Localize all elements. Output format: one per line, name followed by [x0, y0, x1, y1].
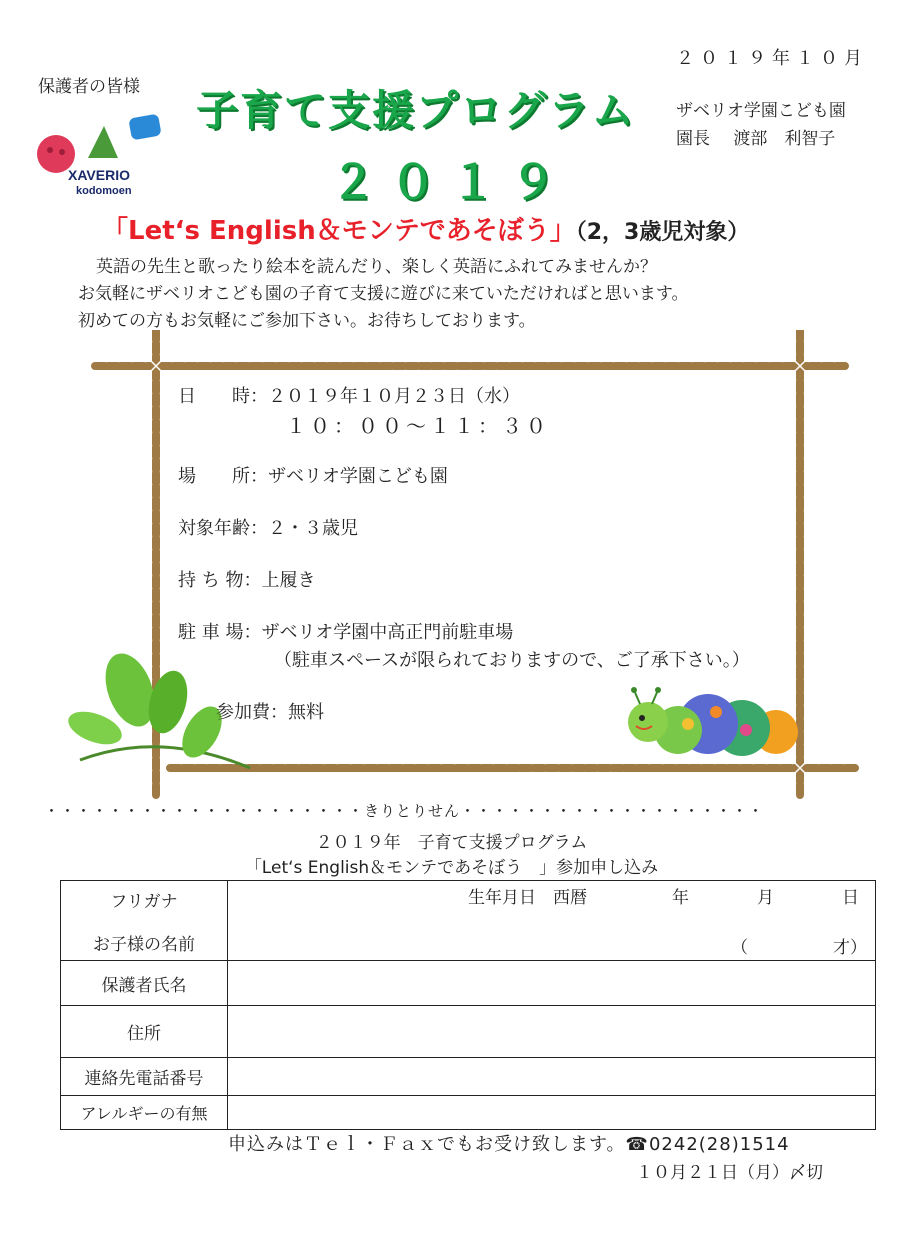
form-row-address [61, 1006, 876, 1058]
event-title: 「Let‘s English＆モンテであそぼう」（2，3歳児対象） [102, 216, 750, 246]
address-field[interactable] [228, 1006, 876, 1058]
age-field-hint: （ 才） [731, 938, 867, 958]
place-row: 場 所：ザベリオ学園こども園 [178, 466, 448, 487]
recipients: 保護者の皆様 [38, 77, 140, 97]
form-row-guardian [61, 961, 876, 1006]
fee-row: 参加費：無料 [216, 702, 324, 723]
allergy-label: アレルギーの有無 [61, 1096, 228, 1130]
birthdate-label: 生年月日 西暦 年 月 日 [468, 888, 859, 908]
logo-graphic [30, 108, 170, 198]
child-name-label: フリガナ お子様の名前 [61, 881, 228, 961]
time-value: １０：００～１１：３０ [286, 414, 550, 438]
parking-note: （駐車スペースが限られておりますので、ご了承下さい。） [274, 650, 750, 671]
deadline: １０月２１日（月）〆切 [636, 1163, 823, 1183]
school-logo [30, 108, 170, 198]
form-title-1: ２０１９年 子育て支援プログラム [315, 833, 588, 853]
program-title: 子育て支援プログラム [196, 86, 636, 135]
document-date: ２０１９年１０月 [676, 48, 868, 69]
intro-line: 英語の先生と歌ったり絵本を読んだり、楽しく英語にふれてみませんか？ [96, 257, 657, 277]
program-year: ２０１９ [330, 155, 570, 209]
caterpillar-illustration [618, 682, 798, 768]
school-name: ザベリオ学園こども園 [676, 101, 846, 121]
phone-field[interactable] [228, 1058, 876, 1096]
guardian-name-field[interactable] [228, 961, 876, 1006]
intro-text [78, 254, 688, 335]
application-form [60, 880, 876, 1130]
datetime-row: 日 時：２０１９年１０月２３日（水） [178, 386, 520, 407]
form-row-allergy [61, 1096, 876, 1130]
address-label: 住所 [61, 1006, 228, 1058]
phone-label: 連絡先電話番号 [61, 1058, 228, 1096]
form-row-phone [61, 1058, 876, 1096]
svg-text:XAVERIO: XAVERIO [68, 167, 130, 183]
director: 園長 渡部 利智子 [676, 129, 836, 149]
allergy-field[interactable] [228, 1096, 876, 1130]
parking-row: 駐 車 場：ザベリオ学園中高正門前駐車場 [178, 622, 514, 643]
svg-text:kodomoen: kodomoen [76, 185, 132, 197]
items-row: 持 ち 物：上履き [178, 570, 316, 591]
child-name-field[interactable] [228, 881, 876, 961]
intro-line: 初めての方もお気軽にご参加下さい。お待ちしております。 [78, 311, 536, 331]
apply-note: 申込みはＴｅｌ・Ｆａｘでもお受け致します。☎0242(28)1514 [228, 1134, 790, 1155]
form-row-child [61, 881, 876, 961]
intro-line: お気軽にザベリオこども園の子育て支援に遊びに来ていただければと思います。 [78, 284, 689, 304]
guardian-label: 保護者氏名 [61, 961, 228, 1006]
cut-line: ・・・・・・・・・・・・・・・・・・・・きりとりせん・・・・・・・・・・・・・・・・・・・ [44, 802, 765, 820]
age-row: 対象年齢：２・３歳児 [178, 518, 358, 539]
form-title-2: 「Let‘s English＆モンテであそぼう 」参加申し込み [244, 858, 659, 878]
